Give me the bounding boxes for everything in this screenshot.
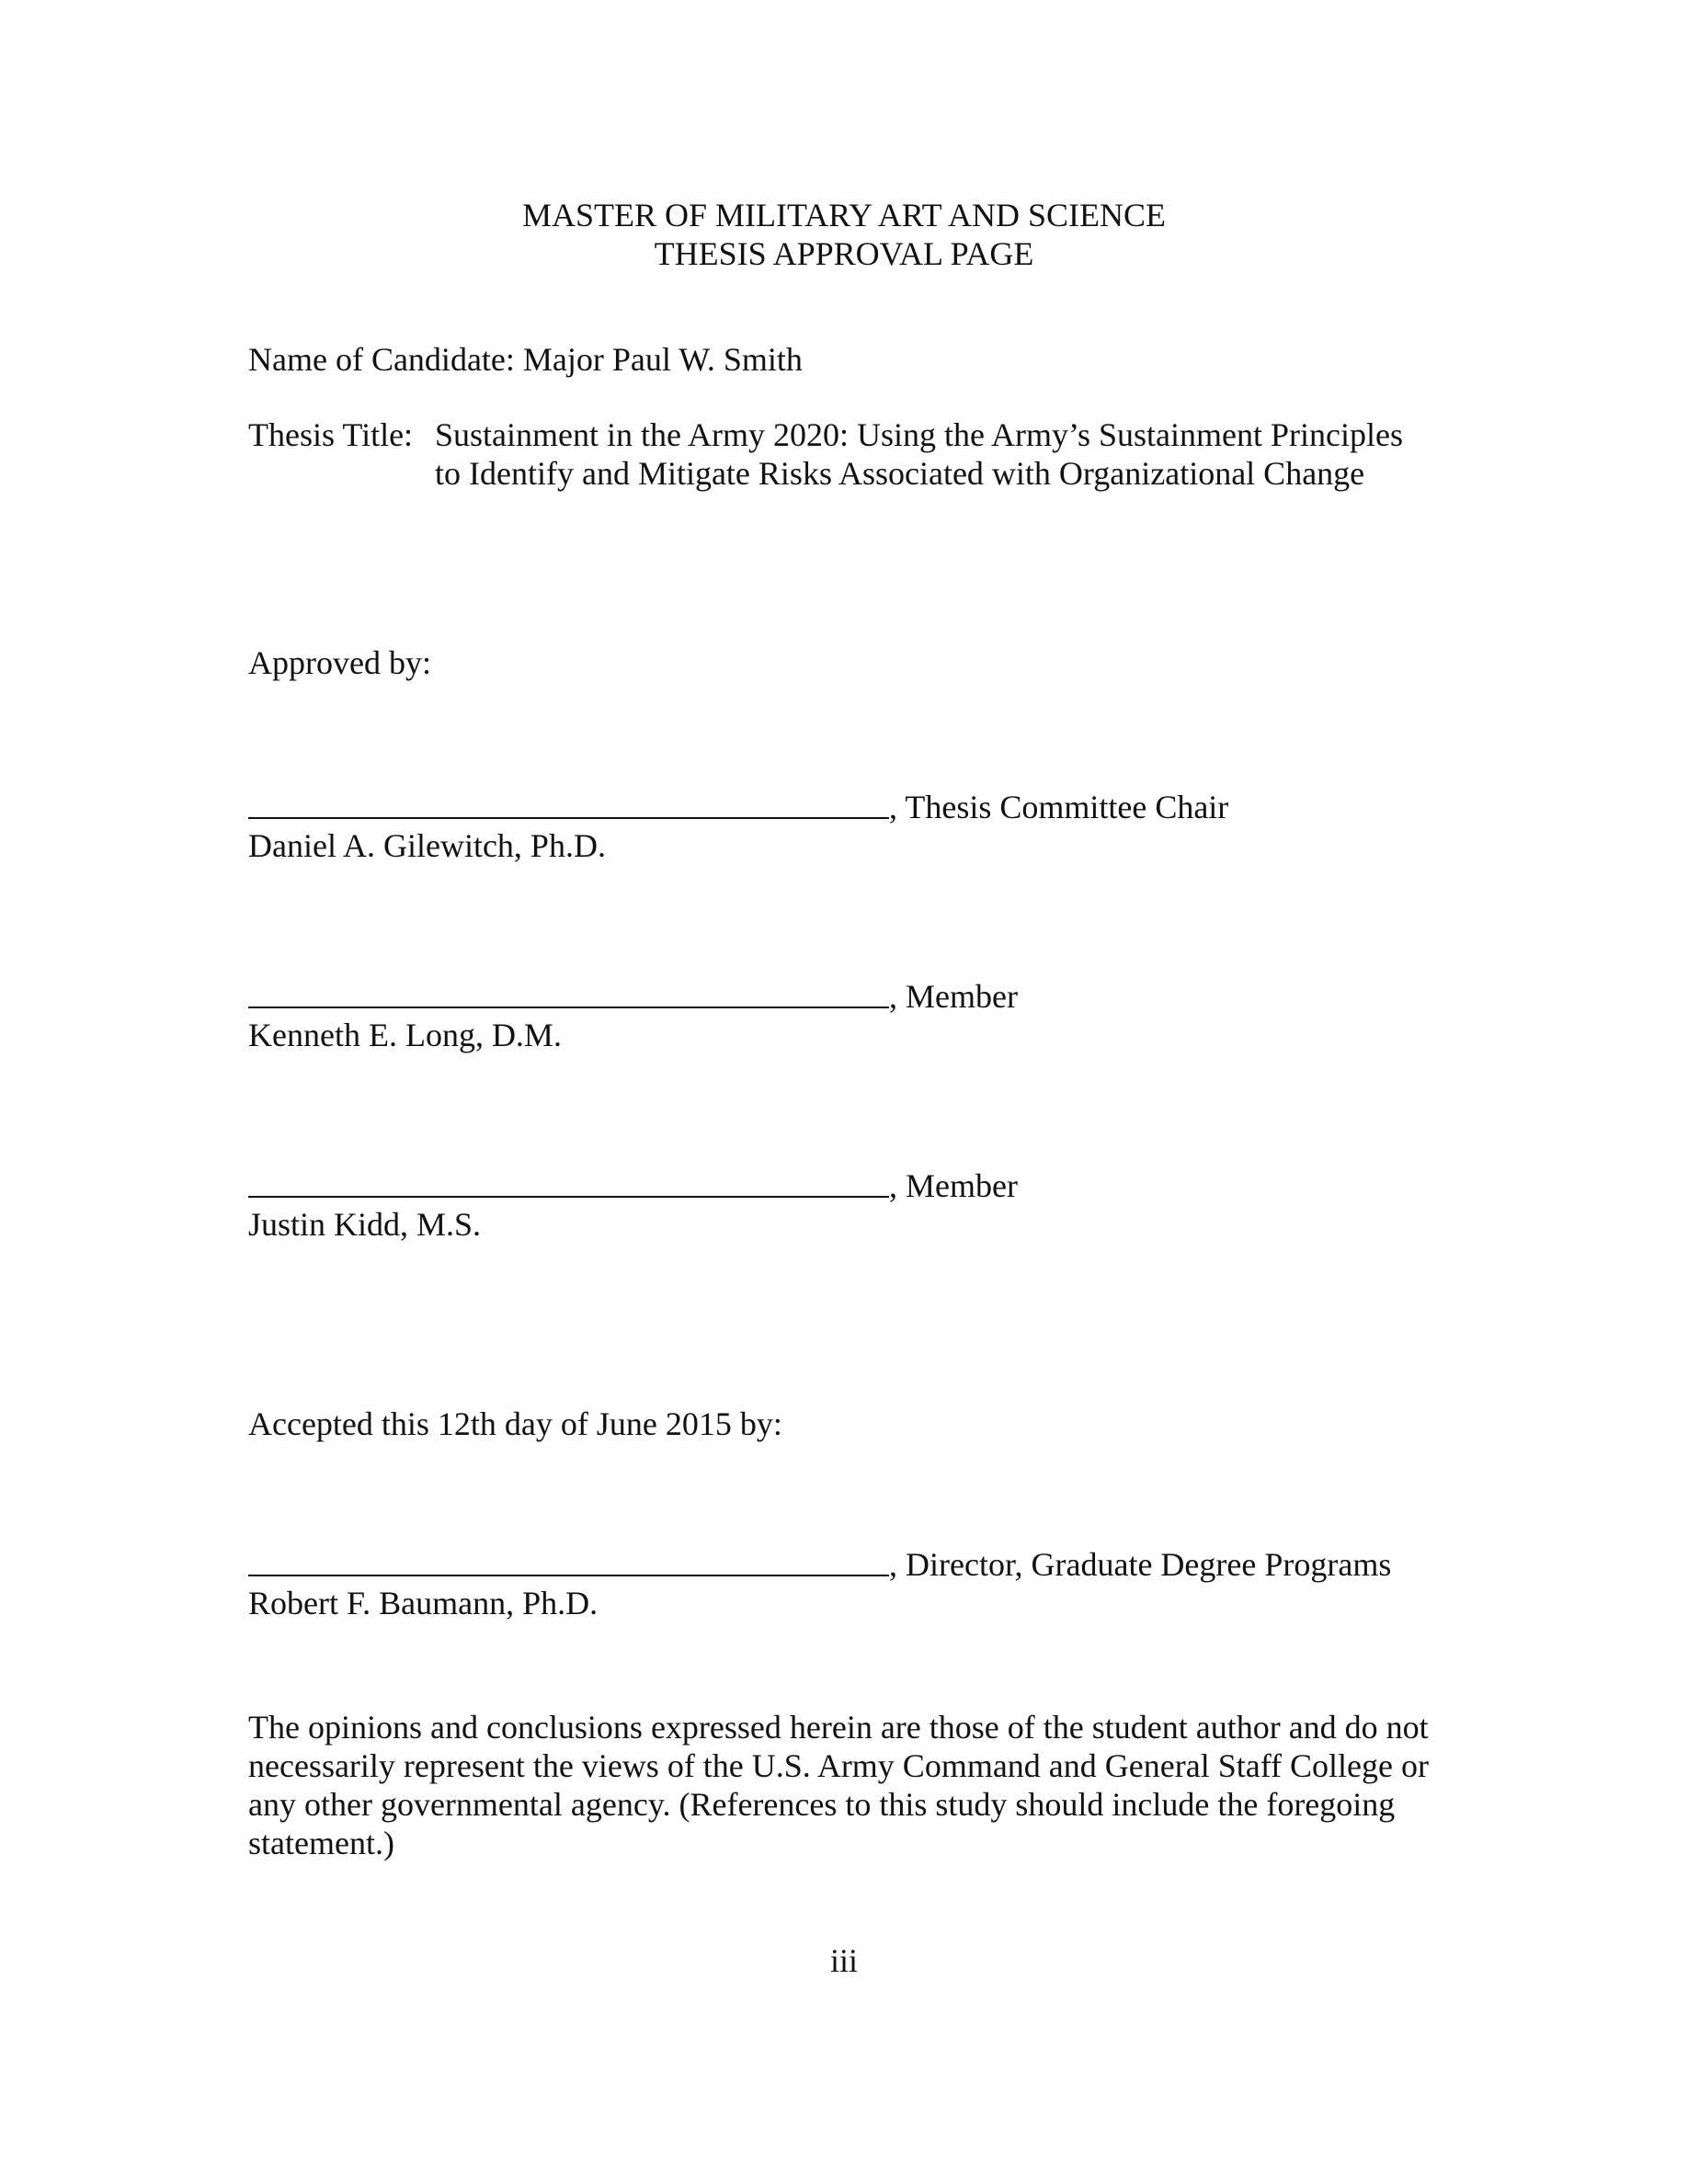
disclaimer-paragraph <box>248 1708 1434 1862</box>
page-title: THESIS APPROVAL PAGE <box>654 235 1034 272</box>
signature-block-member-1 <box>248 977 1535 1054</box>
signatory-role: , Director, Graduate Degree Programs <box>889 1546 1392 1583</box>
page-number: iii <box>829 1942 858 1979</box>
accepted-statement: Accepted this 12th day of June 2015 by: <box>248 1405 782 1442</box>
signatory-role: , Member <box>889 1167 1018 1204</box>
signatory-name: Justin Kidd, M.S. <box>248 1206 482 1243</box>
signature-row <box>248 977 1535 1016</box>
disclaimer-line: necessarily represent the views of the U.S. Army Command and General Staff College or <box>248 1747 1429 1784</box>
signature-line <box>248 979 889 1008</box>
candidate-name: Name of Candidate: Major Paul W. Smith <box>248 341 803 378</box>
signature-row <box>248 788 1535 826</box>
signature-block-chair <box>248 788 1535 865</box>
disclaimer-line: The opinions and conclusions expressed herein are those of the student author and do not <box>248 1709 1429 1746</box>
signatory-name: Daniel A. Gilewitch, Ph.D. <box>248 827 606 864</box>
disclaimer-line: any other governmental agency. (References to this study should include the foregoing <box>248 1786 1396 1823</box>
signature-line <box>248 1168 889 1198</box>
signature-row <box>248 1545 1535 1584</box>
thesis-title-line-1: Sustainment in the Army 2020: Using the Army’s Sustainment Principles <box>435 416 1403 453</box>
signature-block-director <box>248 1545 1535 1622</box>
thesis-title-value <box>435 415 1403 493</box>
approved-by-label: Approved by: <box>248 644 431 681</box>
signatory-name: Kenneth E. Long, D.M. <box>248 1017 562 1053</box>
signature-row <box>248 1166 1535 1205</box>
page-header <box>0 196 1688 273</box>
thesis-title-line-2: to Identify and Mitigate Risks Associated with Organizational Change <box>435 455 1365 492</box>
signatory-role: , Thesis Committee Chair <box>889 789 1229 825</box>
signatory-role: , Member <box>889 978 1018 1015</box>
disclaimer-line: statement.) <box>248 1825 394 1861</box>
signatory-name: Robert F. Baumann, Ph.D. <box>248 1585 599 1621</box>
signature-line <box>248 790 889 819</box>
signature-block-member-2 <box>248 1166 1535 1244</box>
thesis-title-label: Thesis Title: <box>248 416 414 453</box>
signature-line <box>248 1547 889 1576</box>
degree-title: MASTER OF MILITARY ART AND SCIENCE <box>521 197 1167 233</box>
